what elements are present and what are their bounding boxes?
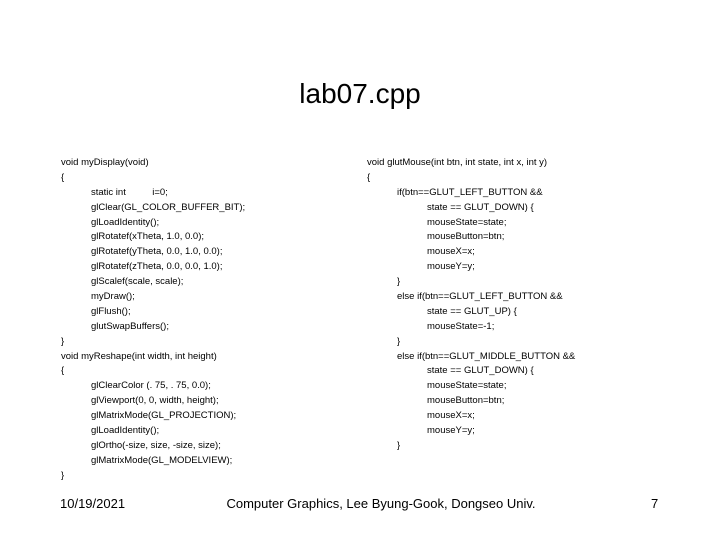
footer-credit: Computer Graphics, Lee Byung-Gook, Dongseo Univ. bbox=[226, 496, 536, 511]
code-line: glRotatef(zTheta, 0.0, 0.0, 1.0); bbox=[91, 261, 223, 273]
code-line: glClear(GL_COLOR_BUFFER_BIT); bbox=[91, 201, 246, 213]
code-line: mouseButton=btn; bbox=[427, 395, 505, 407]
code-line: } bbox=[397, 439, 401, 451]
code-line: mouseY=y; bbox=[427, 425, 475, 437]
code-line: mouseX=x; bbox=[427, 410, 475, 422]
code-line: glRotatef(xTheta, 1.0, 0.0); bbox=[91, 231, 205, 243]
code-line: glutSwapBuffers(); bbox=[91, 320, 169, 332]
code-line: state == GLUT_UP) { bbox=[427, 305, 517, 317]
code-line: } bbox=[397, 276, 401, 288]
code-line: else if(btn==GLUT_MIDDLE_BUTTON && bbox=[397, 350, 576, 362]
code-line: glClearColor (. 75, . 75, 0.0); bbox=[91, 380, 211, 392]
code-line: mouseState=state; bbox=[427, 216, 507, 228]
code-line: { bbox=[61, 365, 65, 377]
code-line: state == GLUT_DOWN) { bbox=[427, 365, 534, 377]
code-line: mouseState=state; bbox=[427, 380, 507, 392]
code-line: glLoadIdentity(); bbox=[91, 216, 160, 228]
code-line: if(btn==GLUT_LEFT_BUTTON && bbox=[397, 186, 543, 198]
code-line: glViewport(0, 0, width, height); bbox=[91, 395, 219, 407]
code-line: mouseButton=btn; bbox=[427, 231, 505, 243]
code-line: glFlush(); bbox=[91, 305, 131, 317]
code-line: static int i=0; bbox=[91, 186, 168, 198]
code-line: glLoadIdentity(); bbox=[91, 425, 160, 437]
page-number: 7 bbox=[651, 496, 659, 511]
code-line: } bbox=[61, 469, 65, 481]
code-line: glOrtho(-size, size, -size, size); bbox=[91, 439, 221, 451]
code-line: mouseState=-1; bbox=[427, 320, 495, 332]
code-line: mouseX=x; bbox=[427, 246, 475, 258]
code-line: glScalef(scale, scale); bbox=[91, 276, 184, 288]
code-line: glMatrixMode(GL_PROJECTION); bbox=[91, 410, 237, 422]
code-line: } bbox=[397, 335, 401, 347]
code-line: glRotatef(yTheta, 0.0, 1.0, 0.0); bbox=[91, 246, 223, 258]
code-listing-mouse-handler bbox=[367, 156, 575, 454]
code-listing-display-reshape bbox=[61, 156, 245, 484]
code-line: void myDisplay(void) bbox=[61, 157, 149, 168]
code-line: void glutMouse(int btn, int state, int x, int y) bbox=[367, 157, 548, 168]
footer-date: 10/19/2021 bbox=[60, 496, 126, 511]
code-line: void myReshape(int width, int height) bbox=[61, 350, 217, 362]
code-line: state == GLUT_DOWN) { bbox=[427, 201, 534, 213]
code-line: } bbox=[61, 335, 65, 347]
slide-title: lab07.cpp bbox=[299, 78, 421, 109]
code-line: glMatrixMode(GL_MODELVIEW); bbox=[91, 454, 233, 466]
code-line: mouseY=y; bbox=[427, 261, 475, 273]
code-line: { bbox=[61, 171, 65, 183]
code-line: { bbox=[367, 171, 371, 183]
code-line: else if(btn==GLUT_LEFT_BUTTON && bbox=[397, 291, 563, 303]
code-line: myDraw(); bbox=[91, 291, 135, 303]
